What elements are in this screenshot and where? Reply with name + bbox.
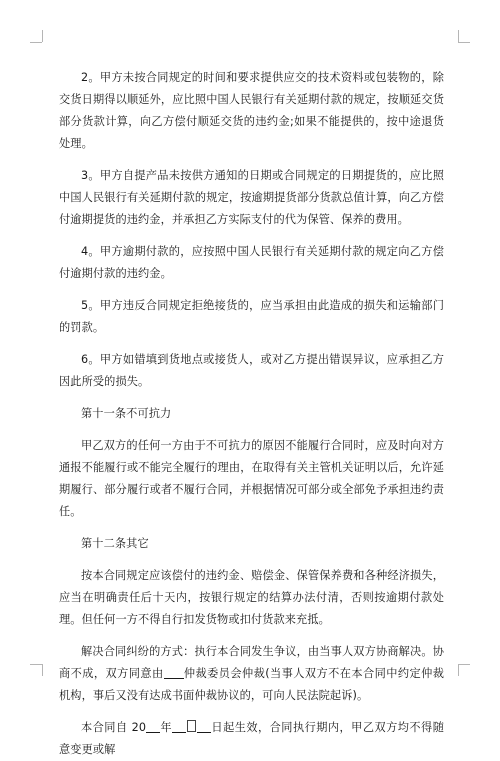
article-12-heading: 第十二条其它 xyxy=(81,537,149,550)
year-blank xyxy=(146,720,160,733)
dispute-text-part2: 仲裁委员会仲裁(当事人双方不在本合同中约定仲裁机构，事后又没有达成书面仲裁协议的，可向人民法院起诉)。 xyxy=(59,667,444,702)
effective-text-part2: 年 xyxy=(160,721,173,734)
clause-2: 2。甲方未按合同规定的时间和要求提供应交的技术资料或包装物的，除交货日期得以顺延外，应比照中国人民银行有关延期付款的规定，按顺延交货部分货款计算，向乙方偿付顺延交货的违约金;如果不能提供的，按中途退货处理。 xyxy=(59,71,444,150)
article-11-body: 甲乙双方的任何一方由于不可抗力的原因不能履行合同时，应及时向对方通报不能履行或不能完全履行的理由，在取得有关主管机关证明以后，允许延期履行、部分履行或者不履行合同，并根据情况可部分或全部免予承担违约责任。 xyxy=(59,439,444,518)
clause-3: 3。甲方自提产品未按供方通知的日期或合同规定的日期提货的，应比照中国人民银行有关延期付款的规定，按逾期提货部分货款总值计算，向乙方偿付逾期提货的违约金，并承担乙方实际支付的代为保管、保养的费用。 xyxy=(59,169,444,226)
effective-date-paragraph xyxy=(59,717,444,761)
effective-text-part3: 日起生效，合同执行期内，甲乙双方均不得随意变更或解 xyxy=(59,721,444,756)
clause-4: 4。甲方逾期付款的，应按照中国人民银行有关延期付款的规定向乙方偿付逾期付款的违约金。 xyxy=(59,245,444,280)
clause-6: 6。甲方如错填到货地点或接货人，或对乙方提出错误异议，应承担乙方因此所受的损失。 xyxy=(59,353,444,388)
clause-5: 5。甲方违反合同规定拒绝接货的，应当承担由此造成的损失和运输部门的罚款。 xyxy=(59,299,444,334)
dispute-text-part1: 解决合同纠纷的方式：执行本合同发生争议，由当事人双方协商解决。协商不成，双方同意由 xyxy=(59,645,444,680)
day-blank xyxy=(197,720,211,733)
missing-glyph-box-icon xyxy=(187,720,196,732)
article-12-body: 按本合同规定应该偿付的违约金、赔偿金、保管保养费和各种经济损失，应当在明确责任后十天内，按银行规定的结算办法付清，否则按逾期付款处理。但任何一方不得自行扣发货物或扣付货款来充抵。 xyxy=(59,569,444,626)
dispute-resolution-paragraph xyxy=(59,641,444,707)
effective-text-part1: 本合同自 20 xyxy=(81,721,147,734)
article-11-heading: 第十一条不可抗力 xyxy=(81,407,172,420)
month-blank xyxy=(172,720,186,733)
arbitration-body-blank xyxy=(164,666,184,679)
document-body xyxy=(59,67,444,761)
